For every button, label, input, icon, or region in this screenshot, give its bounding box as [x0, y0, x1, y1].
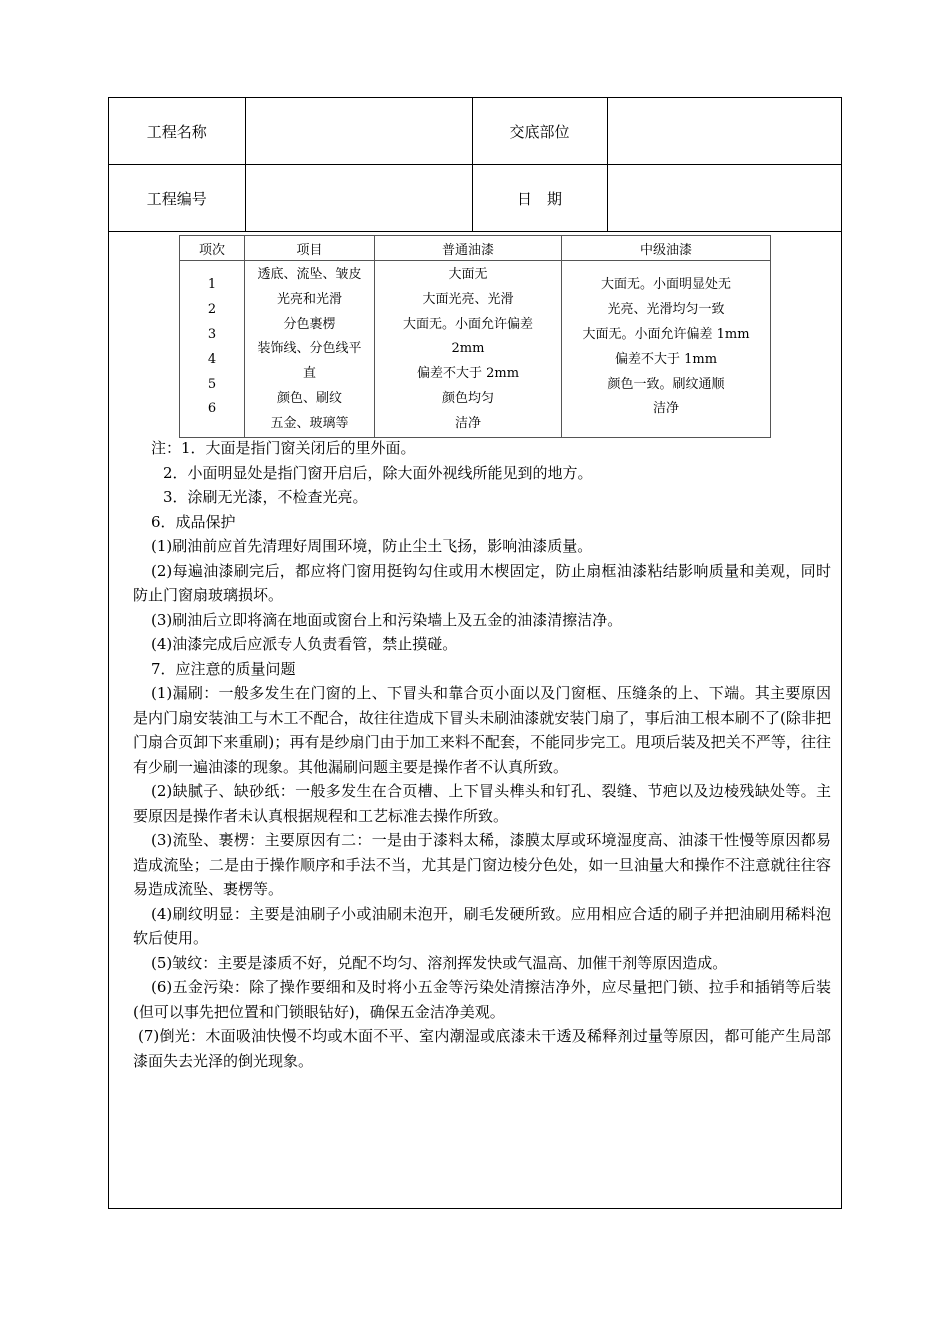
item-line: 光亮和光滑 [276, 291, 342, 307]
medium-line: 颜色一致。刷纹通顺 [607, 376, 725, 392]
col-header-ordinary: 普通油漆 [375, 236, 562, 261]
item-line: 装饰线、分色线平 [257, 341, 362, 357]
body-paragraph: (1)刷油前应首先清理好周围环境，防止尘土飞扬，影响油漆质量。 [151, 537, 593, 555]
item-line: 透底、流坠、皱皮 [257, 267, 362, 282]
body-paragraph: (4)刷纹明显：主要是油刷子小或油刷未泡开，刷毛发硬所致。应用相应合适的刷子并把油刷用稀料泡软后使用。 [133, 904, 831, 947]
no-line: 4 [207, 351, 217, 367]
body-paragraph: (1)漏刷：一般多发生在门窗的上、下冒头和靠合页小面以及门窗框、压缝条的上、下端。其主要原因是内门扇安装油工与木工不配合，故往往造成下冒头未刷油漆就安装门扇了，事后油工根本刷不了(除非把门扇合页卸下来重刷)；再有是纱扇门由于加工来料不配套，不能同步完工。甩项后装及把关不严等，往往有少刷一遍油漆的现象。其他漏刷问题主要是操作者不认真所致。 [133, 684, 831, 776]
project-no-value[interactable] [245, 165, 472, 232]
no-cell [180, 261, 245, 438]
document-body [133, 436, 831, 1073]
document-frame [108, 97, 842, 1209]
no-line: 2 [207, 302, 217, 318]
project-no-label: 工程编号 [109, 165, 245, 232]
no-line: 1 [207, 277, 217, 293]
section-heading: 7．应注意的质量问题 [151, 659, 296, 678]
body-paragraph: (3)流坠、裹楞：主要原因有二：一是由于漆料太稀，漆膜太厚或环境湿度高、油漆干性慢等原因都易造成流坠；二是由于操作顺序和手法不当，尤其是门窗边棱分色处，如一旦油量大和操作不注意就往往容易造成流坠、裹楞等。 [133, 831, 831, 898]
no-line: 3 [207, 326, 217, 342]
project-name-value[interactable] [245, 98, 472, 165]
note-paragraph: 注：1．大面是指门窗关闭后的里外面。 [151, 439, 416, 457]
col-header-no: 项次 [180, 236, 245, 261]
body-paragraph: (4)油漆完成后应派专人负责看管，禁止摸碰。 [151, 635, 458, 653]
medium-line: 偏差不大于 1mm [614, 351, 718, 367]
body-paragraph: (5)皱纹：主要是漆质不好，兑配不均匀、溶剂挥发快或气温高、加催干剂等原因造成。 [151, 953, 728, 972]
note-paragraph: 3．涂刷无光漆，不检查光亮。 [163, 488, 368, 506]
body-paragraph: (6)五金污染：除了操作要细和及时将小五金等污染处清擦洁净外，应尽量把门锁、拉手和插销等后装(但可以事先把位置和门锁眼钻好)，确保五金洁净美观。 [133, 978, 831, 1021]
ordinary-line: 洁净 [454, 415, 481, 431]
medium-line: 大面无。小面允许偏差 1mm [582, 326, 750, 342]
body-paragraph: (7)倒光：木面吸油快慢不均或木面不平、室内潮湿或底漆未干透及稀释剂过量等原因，都可能产生局部漆面失去光泽的倒光现象。 [133, 1027, 831, 1070]
quality-spec-table [179, 235, 771, 438]
no-line: 6 [207, 401, 217, 417]
ordinary-line: 大面无。小面允许偏差 [402, 316, 533, 332]
ordinary-line: 2mm [451, 341, 485, 357]
no-line: 5 [207, 376, 217, 392]
project-name-label: 工程名称 [109, 98, 245, 165]
item-line: 分色裹楞 [283, 316, 336, 332]
handover-part-label: 交底部位 [472, 98, 607, 165]
medium-line: 大面无。小面明显处无 [600, 277, 731, 293]
note-paragraph: 2．小面明显处是指门窗开启后，除大面外视线所能见到的地方。 [163, 463, 593, 482]
medium-cell [562, 261, 771, 438]
ordinary-line: 大面光亮、光滑 [422, 291, 514, 307]
item-line: 五金、玻璃等 [270, 415, 349, 431]
ordinary-line: 偏差不大于 2mm [416, 366, 520, 382]
body-paragraph: (3)刷油后立即将滴在地面或窗台上和污染墙上及五金的油漆清擦洁净。 [151, 610, 623, 629]
col-header-item: 项目 [245, 236, 375, 261]
ordinary-line: 大面无 [448, 267, 488, 282]
ordinary-line: 颜色均匀 [441, 390, 494, 406]
header-table [109, 98, 841, 232]
item-line: 直 [302, 366, 316, 382]
body-paragraph: (2)每遍油漆刷完后，都应将门窗用挺钩勾住或用木楔固定，防止扇框油漆粘结影响质量和美观，同时防止门窗扇玻璃损坏。 [133, 561, 831, 604]
ordinary-cell [375, 261, 562, 438]
item-line: 颜色、刷纹 [276, 390, 342, 406]
handover-part-value[interactable] [607, 98, 841, 165]
medium-line: 光亮、光滑均匀一致 [607, 302, 725, 318]
section-heading: 6．成品保护 [151, 512, 236, 531]
date-label: 日 期 [472, 165, 607, 232]
date-value[interactable] [607, 165, 841, 232]
col-header-medium: 中级油漆 [562, 236, 771, 261]
item-cell [245, 261, 375, 438]
medium-line: 洁净 [652, 401, 679, 417]
body-paragraph: (2)缺腻子、缺砂纸：一般多发生在合页槽、上下冒头榫头和钉孔、裂缝、节疤以及边棱残缺处等。主要原因是操作者未认真根据规程和工艺标准去操作所致。 [133, 782, 831, 825]
